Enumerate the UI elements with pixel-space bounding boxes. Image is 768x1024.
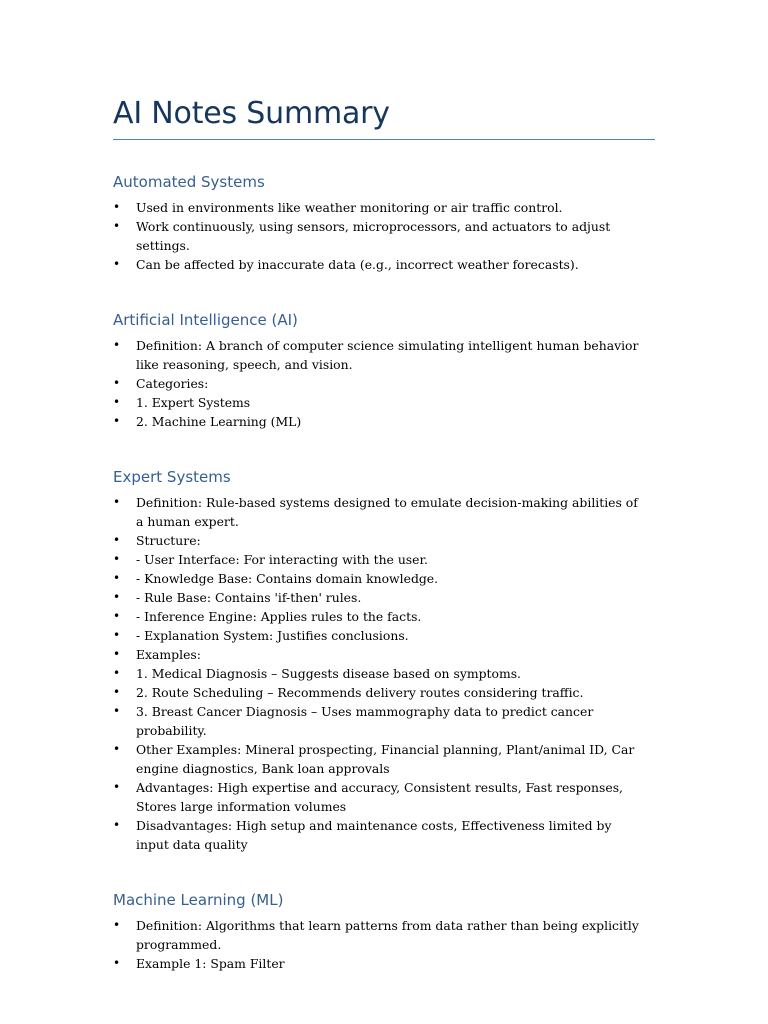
section-artificial-intelligence <box>113 308 643 431</box>
bullet-icon: • <box>113 552 121 566</box>
bullet-list <box>113 336 643 431</box>
list-item <box>113 255 643 274</box>
list-item-text: 1. Medical Diagnosis – Suggests disease based on symptoms. <box>136 666 521 681</box>
list-item <box>113 588 643 607</box>
list-item <box>113 198 643 217</box>
list-item <box>113 816 643 854</box>
list-item-text: Advantages: High expertise and accuracy, Consistent results, Fast responses, Stores large information volumes <box>136 780 623 814</box>
bullet-icon: • <box>113 495 121 509</box>
bullet-icon: • <box>113 338 121 352</box>
section-heading: Automated Systems <box>113 173 265 191</box>
bullet-icon: • <box>113 200 121 214</box>
list-item <box>113 916 643 954</box>
list-item-text: 2. Route Scheduling – Recommends delivery routes considering traffic. <box>136 685 584 700</box>
list-item <box>113 569 643 588</box>
list-item <box>113 664 643 683</box>
list-item <box>113 645 643 664</box>
bullet-icon: • <box>113 257 121 271</box>
title-underline-divider <box>113 139 655 140</box>
section-heading: Machine Learning (ML) <box>113 891 284 909</box>
list-item-text: Examples: <box>136 647 201 662</box>
list-item <box>113 683 643 702</box>
list-item-text: Categories: <box>136 376 209 391</box>
list-item-text: - Knowledge Base: Contains domain knowledge. <box>136 571 439 586</box>
list-item-text: Other Examples: Mineral prospecting, Financial planning, Plant/animal ID, Car engine diagnostics, Bank loan approvals <box>136 742 635 776</box>
bullet-icon: • <box>113 609 121 623</box>
list-item-text: - User Interface: For interacting with the user. <box>136 552 428 567</box>
bullet-icon: • <box>113 414 121 428</box>
bullet-icon: • <box>113 376 121 390</box>
list-item-text: Work continuously, using sensors, microprocessors, and actuators to adjust settings. <box>136 219 611 253</box>
list-item-text: 3. Breast Cancer Diagnosis – Uses mammography data to predict cancer probability. <box>136 704 594 738</box>
section-heading: Artificial Intelligence (AI) <box>113 311 298 329</box>
list-item <box>113 217 643 255</box>
list-item <box>113 531 643 550</box>
list-item-text: - Inference Engine: Applies rules to the facts. <box>136 609 422 624</box>
list-item-text: Example 1: Spam Filter <box>136 956 285 971</box>
list-item-text: 2. Machine Learning (ML) <box>136 414 302 429</box>
bullet-icon: • <box>113 685 121 699</box>
list-item <box>113 336 643 374</box>
document-body <box>113 170 643 1007</box>
list-item <box>113 550 643 569</box>
list-item <box>113 493 643 531</box>
bullet-icon: • <box>113 918 121 932</box>
list-item <box>113 393 643 412</box>
bullet-icon: • <box>113 395 121 409</box>
section-automated-systems <box>113 170 643 274</box>
bullet-icon: • <box>113 219 121 233</box>
list-item <box>113 412 643 431</box>
bullet-icon: • <box>113 666 121 680</box>
bullet-icon: • <box>113 704 121 718</box>
list-item <box>113 954 643 973</box>
bullet-list <box>113 916 643 973</box>
list-item <box>113 778 643 816</box>
bullet-icon: • <box>113 533 121 547</box>
bullet-icon: • <box>113 571 121 585</box>
list-item <box>113 374 643 393</box>
bullet-icon: • <box>113 780 121 794</box>
list-item-text: Can be affected by inaccurate data (e.g., incorrect weather forecasts). <box>136 257 579 272</box>
list-item-text: Used in environments like weather monitoring or air traffic control. <box>136 200 563 215</box>
section-expert-systems <box>113 465 643 854</box>
section-machine-learning <box>113 888 643 973</box>
list-item <box>113 702 643 740</box>
list-item-text: Definition: Rule-based systems designed to emulate decision-making abilities of a human expert. <box>136 495 638 529</box>
document-title: AI Notes Summary <box>113 96 390 131</box>
bullet-icon: • <box>113 647 121 661</box>
list-item-text: Structure: <box>136 533 201 548</box>
list-item-text: Disadvantages: High setup and maintenance costs, Effectiveness limited by input data quality <box>136 818 612 852</box>
section-heading: Expert Systems <box>113 468 231 486</box>
bullet-icon: • <box>113 818 121 832</box>
bullet-icon: • <box>113 742 121 756</box>
list-item-text: - Rule Base: Contains 'if-then' rules. <box>136 590 362 605</box>
list-item <box>113 740 643 778</box>
list-item-text: 1. Expert Systems <box>136 395 251 410</box>
list-item-text: Definition: A branch of computer science simulating intelligent human behavior like reasoning, speech, and vision. <box>136 338 639 372</box>
bullet-icon: • <box>113 956 121 970</box>
bullet-icon: • <box>113 628 121 642</box>
list-item <box>113 626 643 645</box>
list-item-text: Definition: Algorithms that learn patterns from data rather than being explicitly programmed. <box>136 918 639 952</box>
list-item-text: - Explanation System: Justifies conclusions. <box>136 628 409 643</box>
bullet-icon: • <box>113 590 121 604</box>
list-item <box>113 607 643 626</box>
bullet-list <box>113 198 643 274</box>
bullet-list <box>113 493 643 854</box>
